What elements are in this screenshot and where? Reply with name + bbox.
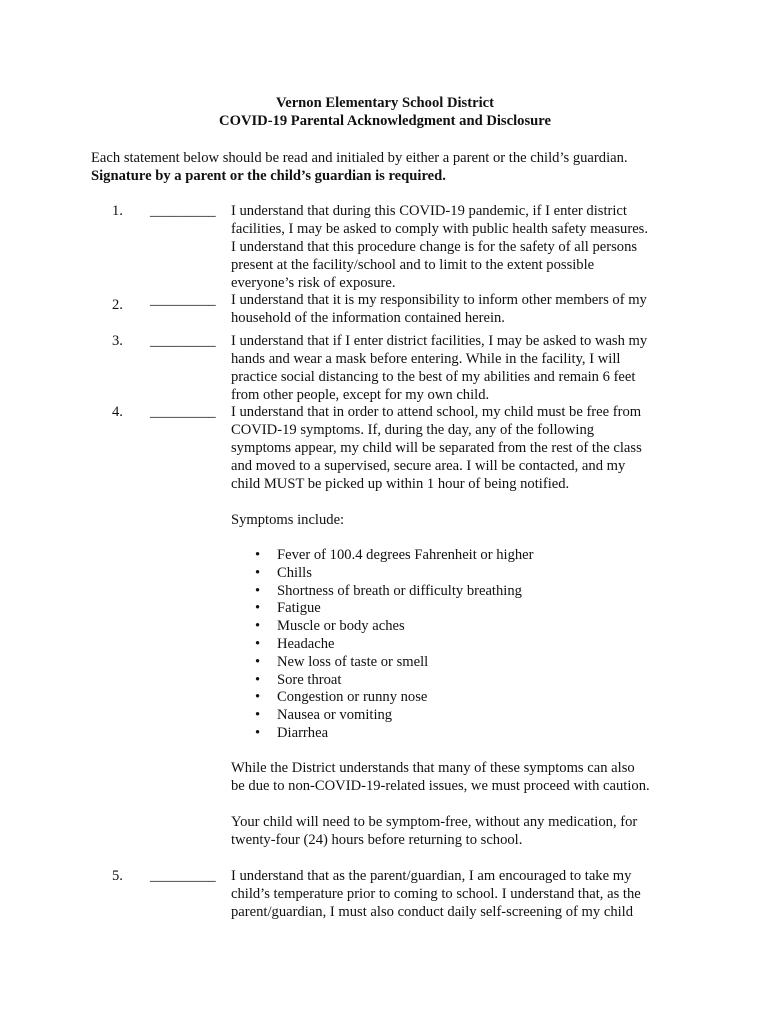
symptom-item: • Congestion or runny nose	[231, 688, 534, 706]
statement-2	[231, 291, 676, 327]
symptom-item: • Sore throat	[231, 671, 534, 689]
statement-1	[231, 202, 676, 292]
note-line: While the District understands that many of these symptoms can also	[231, 760, 635, 776]
symptom-free-note	[231, 813, 676, 849]
statement-line: facilities, I may be asked to comply with public health safety measures.	[231, 221, 649, 237]
statement-line: parent/guardian, I must also conduct daily self-screening of my child	[231, 904, 634, 920]
note-line: twenty-four (24) hours before returning to school.	[231, 832, 523, 848]
symptom-item: • Fever of 100.4 degrees Fahrenheit or higher	[231, 546, 534, 564]
item-number: 3.	[112, 333, 123, 349]
note-line: Your child will need to be symptom-free, without any medication, for	[231, 814, 638, 830]
statement-line: I understand that if I enter district facilities, I may be asked to wash my	[231, 333, 648, 349]
initial-blank: _________	[150, 203, 216, 219]
initial-blank: _________	[150, 868, 216, 884]
symptom-item: • Diarrhea	[231, 724, 534, 742]
statement-line: present at the facility/school and to limit to the extent possible	[231, 257, 595, 273]
statement-line: hands and wear a mask before entering. While in the facility, I will	[231, 351, 621, 367]
symptom-item: • Muscle or body aches	[231, 617, 534, 635]
statement-line: household of the information contained herein.	[231, 310, 505, 326]
statement-line: I understand that during this COVID-19 pandemic, if I enter district	[231, 203, 627, 219]
statement-line: I understand that this procedure change is for the safety of all persons	[231, 239, 638, 255]
initial-blank: _________	[150, 333, 216, 349]
symptom-item: • Shortness of breath or difficulty breathing	[231, 582, 534, 600]
symptom-item: • Headache	[231, 635, 534, 653]
symptom-list	[231, 546, 534, 742]
statement-line: everyone’s risk of exposure.	[231, 275, 396, 291]
symptom-item: • Nausea or vomiting	[231, 706, 534, 724]
initial-blank: _________	[150, 404, 216, 420]
caution-note	[231, 759, 676, 795]
initial-blank: _________	[150, 292, 216, 308]
statement-5	[231, 867, 676, 921]
statement-line: I understand that in order to attend school, my child must be free from	[231, 404, 642, 420]
item-number: 2.	[112, 297, 123, 313]
statement-line: COVID-19 symptoms. If, during the day, any of the following	[231, 422, 595, 438]
note-line: be due to non-COVID-19-related issues, we must proceed with caution.	[231, 778, 650, 794]
symptom-item: • New loss of taste or smell	[231, 653, 534, 671]
intro-text: Each statement below should be read and initialed by either a parent or the child’s guardian.	[91, 150, 628, 166]
symptom-item: • Chills	[231, 564, 534, 582]
symptoms-heading: Symptoms include:	[231, 512, 345, 528]
item-number: 1.	[112, 203, 123, 219]
statement-line: from other people, except for my own child.	[231, 387, 490, 403]
item-number: 5.	[112, 868, 123, 884]
statement-line: child’s temperature prior to coming to school. I understand that, as the	[231, 886, 641, 902]
statement-4	[231, 403, 676, 493]
statement-3	[231, 332, 676, 404]
signature-required-text: Signature by a parent or the child’s guardian is required.	[91, 168, 446, 184]
symptom-item: • Fatigue	[231, 599, 534, 617]
item-number: 4.	[112, 404, 123, 420]
district-name: Vernon Elementary School District	[276, 95, 494, 111]
statement-line: child MUST be picked up within 1 hour of being notified.	[231, 476, 570, 492]
statement-line: practice social distancing to the best of my abilities and remain 6 feet	[231, 369, 636, 385]
form-title: COVID-19 Parental Acknowledgment and Disclosure	[219, 113, 551, 129]
statement-line: I understand that as the parent/guardian, I am encouraged to take my	[231, 868, 632, 884]
statement-line: and moved to a supervised, secure area. I will be contacted, and my	[231, 458, 626, 474]
statement-line: symptoms appear, my child will be separated from the rest of the class	[231, 440, 642, 456]
statement-line: I understand that it is my responsibility to inform other members of my	[231, 292, 647, 308]
